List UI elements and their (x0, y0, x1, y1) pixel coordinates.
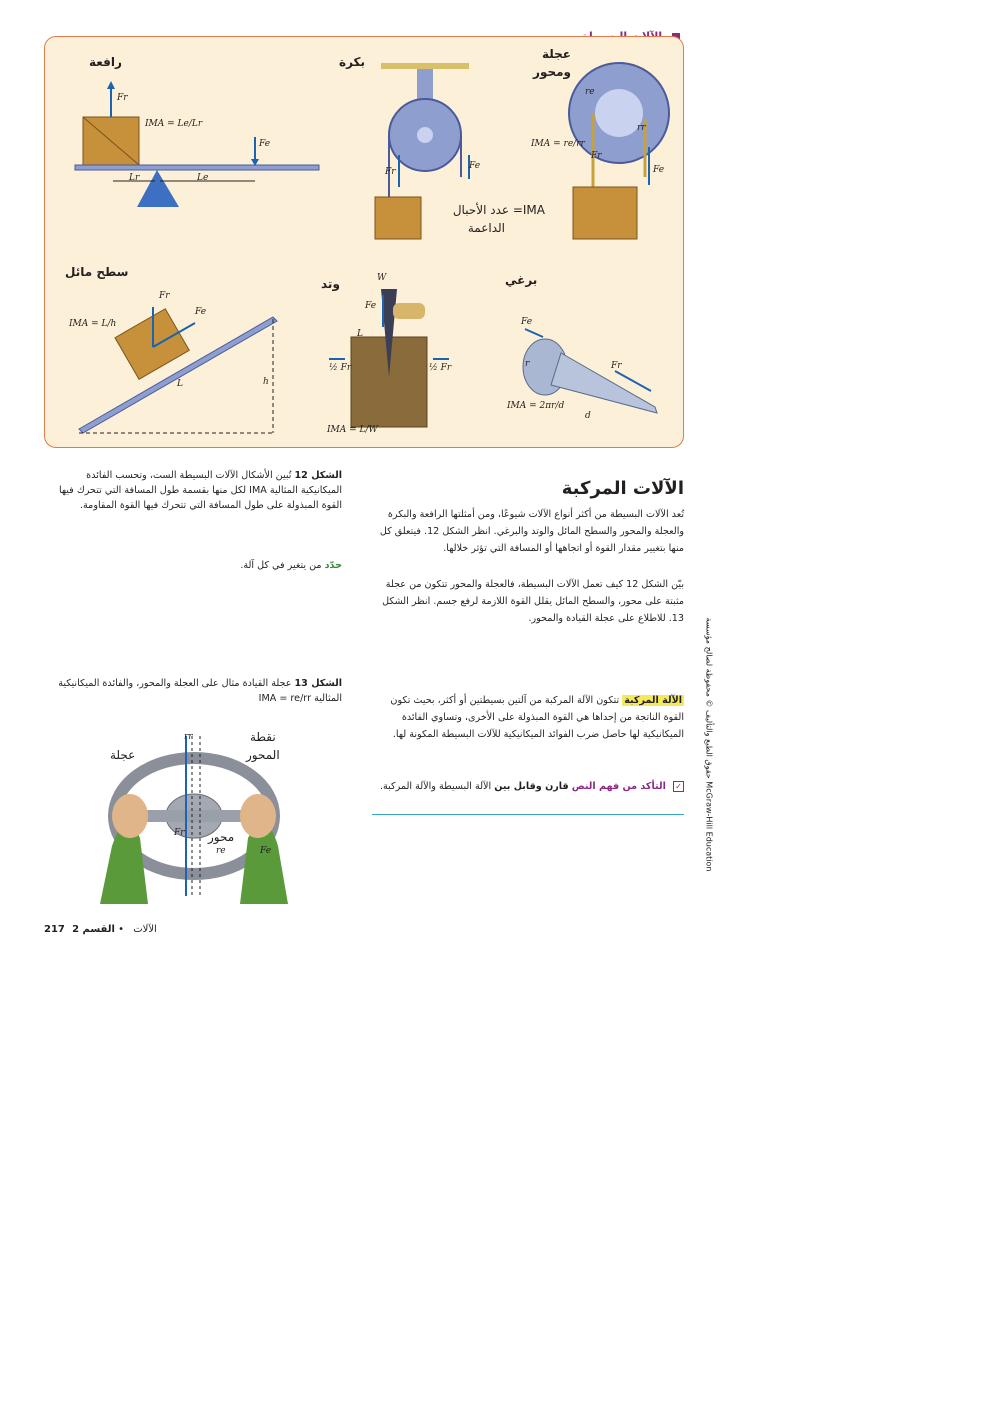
pulley-fr-label: Fr (385, 167, 396, 177)
wheel-axle-re-label: re (585, 87, 595, 97)
wedge-title: وتد (321, 277, 340, 291)
inclined-plane-fr-label: Fr (159, 291, 170, 301)
inclined-plane-ima-formula: IMA = L/h (69, 319, 117, 329)
simple-machines-figure (44, 36, 684, 448)
wheel-label: عجلة (110, 748, 136, 762)
inclined-plane-l-label: L (177, 379, 183, 389)
paragraph-1: تُعد الآلات البسيطة من أكثر أنواع الآلات شيوعًا، ومن أمثلتها الرافعة والبكرة والعجلة والمحور والسطح المائل والوتد والبرغي. انظر الشكل 12. فيتعلق كل منها بتغيير مقدار القوة أو اتجاهها أو المسافة التي تؤثر خلالها. (379, 509, 684, 554)
lever-fr-label: Fr (117, 93, 128, 103)
paragraph-3 (372, 692, 684, 743)
section-title: الآلات المركبة (561, 478, 684, 499)
footer-section: القسم 2 (72, 924, 115, 935)
figure-13-caption (44, 676, 342, 706)
inclined-plane-h-label: h (263, 377, 269, 387)
figure-12-caption-text: تُبين الأشكال الآلات البسيطة الست، وتحسب الفائدة الميكانيكية المثالية IMA لكل منها بقسمة طول المسافة التي تتحرك فيها القوة المبذولة على طول المسافة التي تتحرك فيها القوة المقاومة. (58, 470, 342, 511)
lever-illustration (75, 81, 319, 207)
steering-wheel-figure (90, 726, 310, 906)
wheel-fe-label: Fe (260, 846, 272, 856)
wheel-axle-ima-formula: IMA = re/rr (531, 139, 585, 149)
reading-check (372, 778, 684, 815)
page-number: 217 (44, 924, 65, 935)
paragraph-3-text: تتكون الآلة المركبة من آلتين بسيطتين أو أكثر، بحيث تكون القوة الناتجة من إحداها هي القوة المبذولة على الأخرى، وتساوي الفائدة الميكانيكية لها حاصل ضرب الفوائد الميكانيكية للآلات البسيطة المكونة لها. (390, 695, 684, 740)
reading-check-title: التأكد من فهم النص (571, 781, 666, 792)
wheel-re-label: re (216, 846, 226, 856)
pulley-ima-line1: IMA= عدد الأحبال (452, 203, 545, 217)
wedge-illustration (329, 289, 452, 427)
figure-12-caption (44, 468, 342, 513)
lever-lr-label: Lr (129, 173, 140, 183)
lever-title: رافعة (89, 55, 122, 69)
figure-13-caption-text: عجلة القيادة مثال على العجلة والمحور، والفائدة الميكانيكية المثالية IMA = re/rr (58, 678, 342, 704)
compound-machine-term: الآلة المركبة (624, 695, 682, 706)
wedge-ima-formula: IMA = L/W (327, 425, 378, 435)
copyright-side-note (694, 617, 714, 890)
reading-check-verb: قارن وقابل بين (494, 781, 569, 792)
figure-12-prompt-label: حدّد (324, 560, 342, 571)
page-footer (44, 924, 244, 935)
axle-label: محور (208, 830, 235, 844)
wheel-rr-label: rr (184, 732, 193, 742)
checkbox-icon: ✓ (673, 781, 684, 792)
screw-fe-label: Fe (521, 317, 533, 327)
simple-machines-illustration (45, 37, 683, 447)
figure-12-label: الشكل 12 (294, 470, 342, 481)
footer-dot-icon: • (118, 924, 125, 935)
inclined-plane-fe-label: Fe (195, 307, 207, 317)
wheel-axle-illustration (569, 63, 669, 239)
wedge-w-label: W (377, 273, 387, 283)
wheel-axle-fe-label: Fe (653, 165, 665, 175)
copyright-text: حقوق الطبع والتأليف © محفوظة لصالح مؤسسة McGraw-Hill Education (704, 617, 714, 872)
lever-le-label: Le (197, 173, 209, 183)
pulley-ima-line2: الداعمة (467, 221, 505, 235)
reading-check-text: الآلة البسيطة والآلة المركبة. (379, 781, 492, 792)
figure-12-prompt (44, 558, 342, 573)
screw-d-label: d (585, 411, 591, 421)
screw-title: برغي (505, 273, 538, 287)
wheel-axle-rr-label: rr (637, 123, 646, 133)
inclined-plane-title: سطح مائل (65, 265, 129, 279)
wheel-fr-label: Fr (174, 828, 185, 838)
figure-12-prompt-text: من يتغير في كل آلة. (240, 560, 322, 571)
pulley-title: بكرة (339, 55, 366, 69)
screw-fr-label: Fr (611, 361, 622, 371)
screw-r-label: r (525, 359, 530, 369)
pulley-fe-label: Fe (469, 161, 481, 171)
wedge-half-fr-left-label: ½ Fr (329, 363, 352, 373)
wheel-axle-title-line2: ومحور (533, 65, 571, 79)
wheel-axle-title-line1: عجلة (541, 47, 571, 61)
lever-fe-label: Fe (259, 139, 271, 149)
wedge-fe-label: Fe (365, 301, 377, 311)
axis-point-label-line2: المحور (246, 748, 280, 762)
figure-13-label: الشكل 13 (294, 678, 342, 689)
footer-subject: الآلات (133, 924, 157, 935)
wedge-half-fr-right-label: ½ Fr (429, 363, 452, 373)
paragraph-2: بيّن الشكل 12 كيف تعمل الآلات البسيطة، فالعجلة والمحور تتكون من عجلة مثبتة على محور، والسطح المائل يقلل القوة اللازمة لرفع جسم. انظر الشكل 13. للاطلاع على عجلة القيادة والمحور. (382, 579, 684, 624)
wheel-axle-fr-label: Fr (591, 151, 602, 161)
lever-ima-formula: IMA = Le/Lr (145, 119, 203, 129)
axis-point-label-line1: نقطة (250, 730, 276, 744)
wedge-l-label: L (357, 329, 363, 339)
screw-ima-formula: IMA = 2πr/d (507, 401, 565, 411)
